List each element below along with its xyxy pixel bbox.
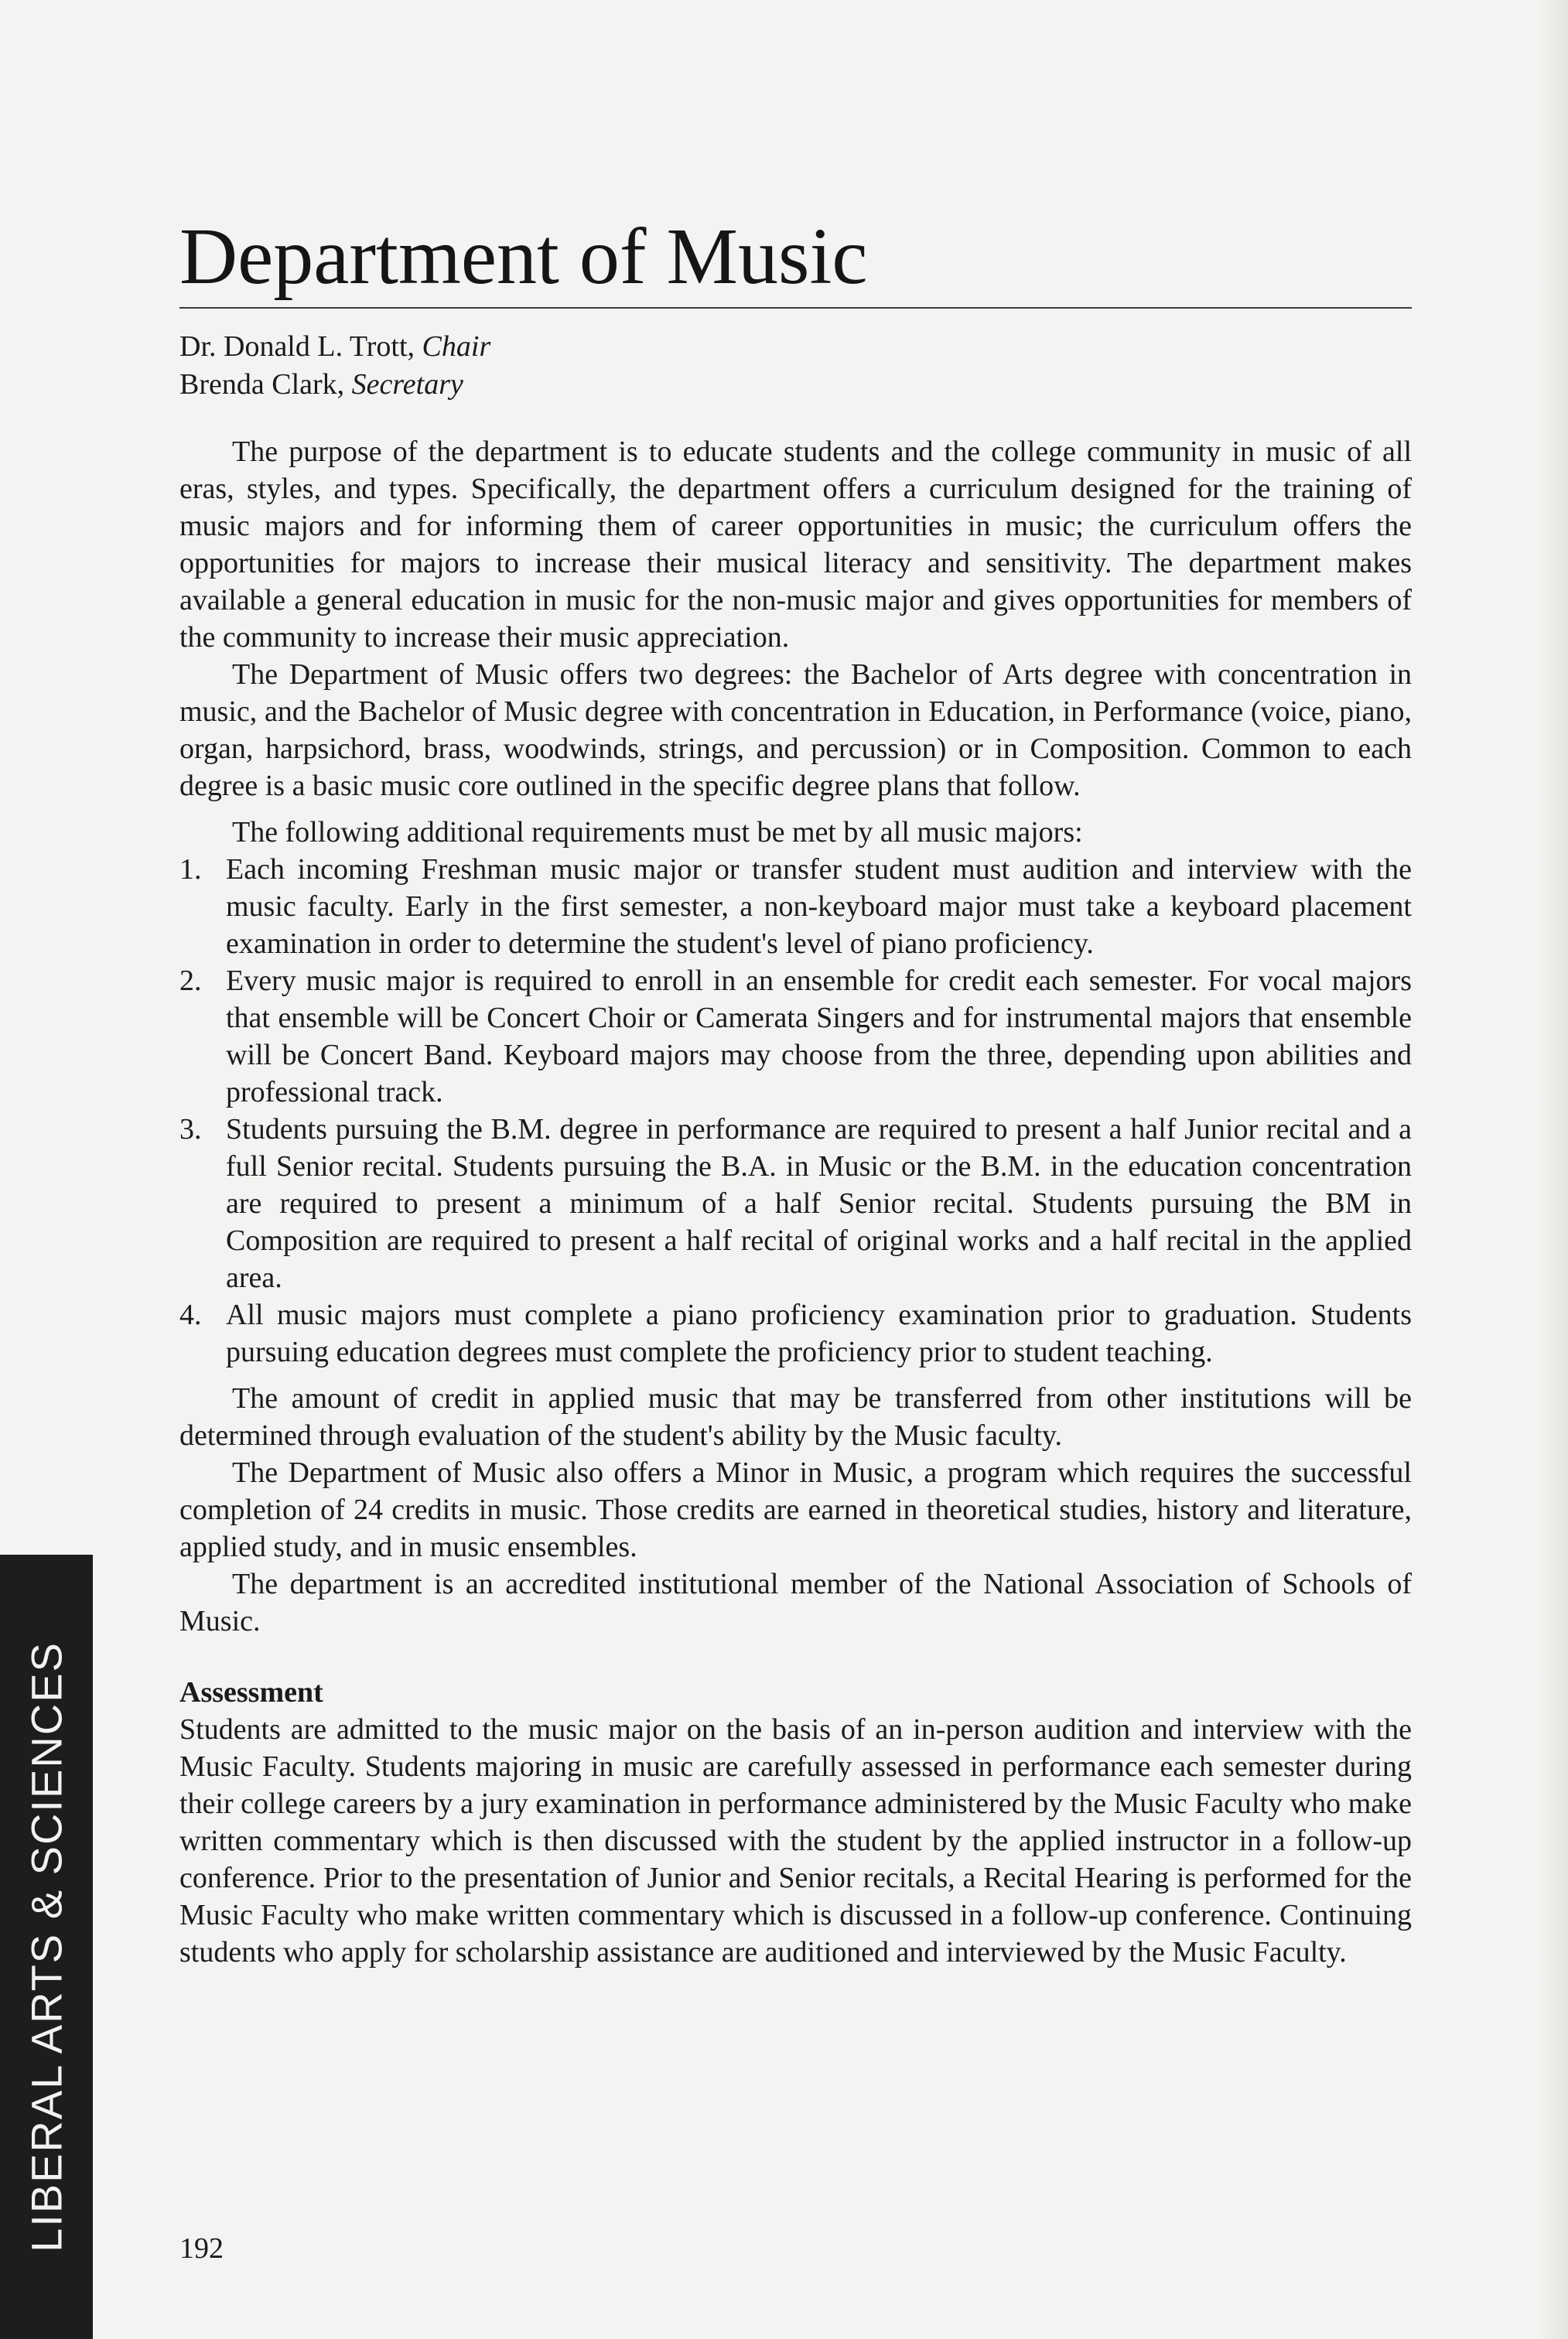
requirement-text: Each incoming Freshman music major or transfer student must audition and interview with the music faculty. Early in the first semester, a non-keyboard major must take a keyboard placement examination in order to determine the student's level of piano proficiency. [226,853,1412,960]
accreditation-paragraph: The department is an accredited institutional member of the National Association of Schools of Music. [179,1568,1412,1637]
staff-secretary-name: Brenda Clark, [179,368,345,401]
body-text [179,433,1412,1971]
requirement-number: 3. [179,1113,202,1146]
minor-paragraph: The Department of Music also offers a Minor in Music, a program which requires the successful completion of 24 credits in music. Those credits are earned in theoretical studies, history and literature, applied study, and in music ensembles. [179,1456,1412,1563]
staff-chair-role: Chair [422,330,491,363]
requirement-text: All music majors must complete a piano proficiency examination prior to graduation. Students pursuing education degrees must complete the proficiency prior to student teaching. [226,1299,1412,1368]
page-title: Department of Music [179,212,868,301]
purpose-paragraph: The purpose of the department is to educate students and the college community in music of all eras, styles, and types. Specifically, the department offers a curriculum designed for the training of music majors and for informing them of career opportunities in music; the curriculum offers the opportunities for majors to increase their musical literacy and sensitivity. The department makes available a general education in music for the non-music major and gives opportunities for members of the community to increase their music appreciation. [179,435,1412,654]
section-side-tab [0,1555,93,2339]
requirement-text: Students pursuing the B.M. degree in performance are required to present a half Junior recital and a full Senior recital. Students pursuing the B.A. in Music or the B.M. in the education concentration are required to present a minimum of a half Senior recital. Students pursuing the BM in Composition are required to present a half recital of original works and a half recital in the applied area. [226,1113,1412,1294]
transfer-credit-paragraph: The amount of credit in applied music that may be transferred from other institutions will be determined through evaluation of the student's ability by the Music faculty. [179,1382,1412,1452]
staff-secretary-role: Secretary [351,368,463,401]
page-edge-shadow [1537,0,1568,2339]
degrees-paragraph: The Department of Music offers two degrees: the Bachelor of Arts degree with concentration in music, and the Bachelor of Music degree with concentration in Education, in Performance (voice, piano, organ, harpsichord, brass, woodwinds, strings, and percussion) or in Composition. Common to each degree is a basic music core outlined in the specific degree plans that follow. [179,658,1412,802]
staff-chair-name: Dr. Donald L. Trott, [179,330,415,363]
requirement-text: Every music major is required to enroll in an ensemble for credit each semester. For vocal majors that ensemble will be Concert Choir or Camerata Singers and for instrumental majors that ensemble will be Concert Band. Keyboard majors may choose from the three, depending upon abilities and professional track. [226,965,1412,1108]
staff-list [179,328,490,404]
title-rule [179,307,1412,309]
requirement-item [179,1111,1412,1296]
requirement-item [179,1296,1412,1371]
assessment-heading: Assessment [179,1676,323,1709]
requirement-number: 4. [179,1299,202,1331]
requirements-list [179,851,1412,1371]
requirement-number: 2. [179,965,202,997]
staff-chair [179,328,490,366]
page-number: 192 [179,2232,224,2265]
staff-secretary [179,366,490,404]
requirements-intro: The following additional requirements must be met by all music majors: [232,816,1083,849]
requirement-item [179,962,1412,1111]
side-tab-label: LIBERAL ARTS & SCIENCES [22,1641,71,2252]
assessment-paragraph: Students are admitted to the music major on the basis of an in-person audition and interview with the Music Faculty. Students majoring in music are carefully assessed in performance each semester during their college careers by a jury examination in performance administered by the Music Faculty who make written commentary which is then discussed with the student by the applied instructor in a follow-up conference. Prior to the presentation of Junior and Senior recitals, a Recital Hearing is performed for the Music Faculty who make written commentary which is discussed in a follow-up conference. Continuing students who apply for scholarship assistance are auditioned and interviewed by the Music Faculty. [179,1713,1412,1969]
requirement-item [179,851,1412,962]
requirement-number: 1. [179,853,202,886]
